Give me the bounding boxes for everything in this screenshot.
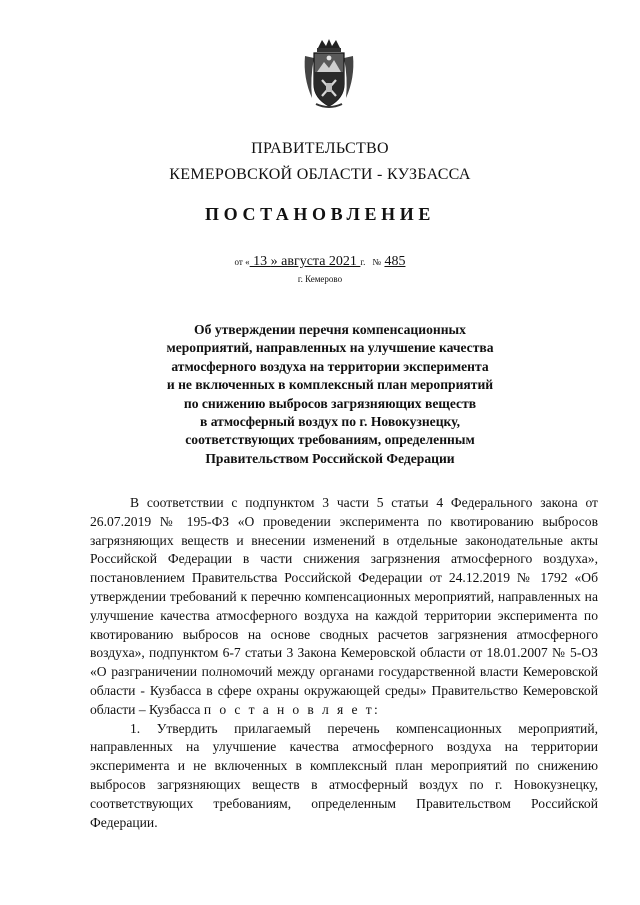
government-name-line1: ПРАВИТЕЛЬСТВО [251, 140, 389, 157]
document-title [140, 321, 520, 468]
title-line: соответствующих требованиям, определенным [185, 432, 475, 448]
decree-word: п о с т а н о в л я е т: [203, 701, 381, 717]
number-prefix: № [372, 257, 381, 267]
preamble-paragraph [90, 494, 598, 720]
city: г. Кемерово [297, 274, 343, 284]
title-line: по снижению выбросов загрязняющих веществ [183, 395, 477, 411]
document-number: 485 [384, 254, 406, 269]
date-number-line [0, 254, 640, 270]
title-line: Об утверждении перечня компенсационных [194, 322, 466, 337]
title-line: мероприятий, направленных на улучшение качества [166, 340, 494, 356]
title-line: в атмосферный воздух по г. Новокузнецку, [199, 414, 460, 430]
preamble-text: В соответствии с подпунктом 3 части 5 статьи 4 Федерального закона от 26.07.2019 № 195-ФЗ «О проведении эксперимента по квотированию выбросов загрязняющих веществ и внесении изменений в отдельные законодательные акты Российской Федерации в части снижения загрязнения атмосферного воздуха», постановлением Правительства Российской Федерации от 24.12.2019 № 1792 «Об утверждении требований к перечню компенсационных мероприятий, направленных на улучшение качества атмосферного воздуха на каждой территории эксперимента по квотированию выбросов на основе сводных расчетов загрязнения атмосферного воздуха», подпунктом 6-7 статьи 3 Закона Кемеровской области от 18.01.2007 № 5-ОЗ «О разграничении полномочий между органами государственной власти Кемеровской области - Кузбасса в сфере охраны окружающей среды» Правительство Кемеровской области – Кузбасса [90, 495, 598, 717]
title-line: и не включенных в комплексный план мероприятий [166, 377, 494, 393]
title-line: Правительством Российской Федерации [205, 450, 455, 466]
government-name-line2: КЕМЕРОВСКОЙ ОБЛАСТИ - КУЗБАССА [169, 166, 471, 183]
title-line: атмосферного воздуха на территории эксперимента [171, 358, 489, 374]
document-type: ПОСТАНОВЛЕНИЕ [205, 204, 435, 224]
date-prefix: от « [234, 257, 250, 267]
coat-of-arms-icon [302, 38, 356, 110]
date-day: 13 [249, 254, 271, 269]
date-month-year: » августа 2021 [270, 254, 361, 269]
document-body [90, 494, 598, 832]
year-mark: г. [360, 257, 366, 267]
item-1-paragraph: 1. Утвердить прилагаемый перечень компенсационных мероприятий, направленных на улучшение качества атмосферного воздуха на территории эксперимента и не включенных в комплексный план мероприятий по снижению выбросов загрязняющих веществ в атмосферный воздух по г. Новокузнецку, соответствующих требованиям, определенным Правительством Российской Федерации. [90, 720, 598, 830]
